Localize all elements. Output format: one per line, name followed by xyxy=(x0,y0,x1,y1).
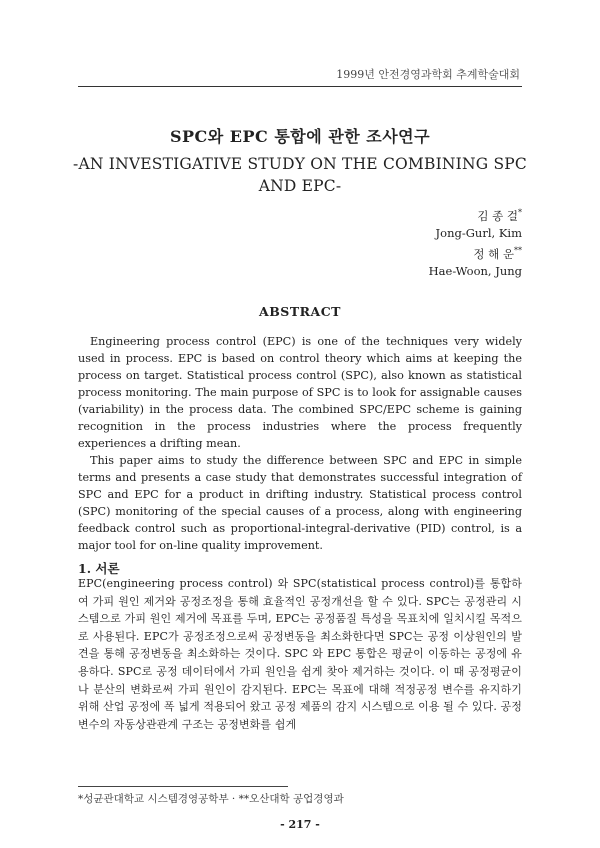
title-english xyxy=(60,153,540,197)
section-body-introduction: EPC(engineering process control) 와 SPC(statistical process control)를 통합하여 가피 원인 제거와 공정조정을 통해 효율적인 공정개선을 할 수 있다. SPC는 공정관리 시스템으로 가피 원인 제거에 목표를 두며, EPC는 공정품질 특성을 목표치에 일치시킬 목적으로 사용된다. EPC가 공정조정으로써 공정변동을 최소화한다면 SPC는 공정 이상원인의 발견을 통해 공정변동을 최소화하는 것이다. SPC 와 EPC 통합은 평균이 이동하는 공정에 유용하다. SPC로 공정 데이터에서 가피 원인을 쉽게 찾아 제거하는 것이다. 이 때 공정평균이나 분산의 변화로써 가피 원인이 감지된다. EPC는 목표에 대해 적정공정 변수를 유지하기 위해 산업 공정에 폭 넓게 적용되어 왔고 공정 제품의 감지 시스템으로 이용 될 수 있다. 공정변수의 자동상관관계 구조는 공정변화를 쉽게 xyxy=(78,577,522,731)
title-english-line1: -AN INVESTIGATIVE STUDY ON THE COMBINING SPC xyxy=(73,155,527,173)
abstract-heading: ABSTRACT xyxy=(259,304,341,319)
author2-affiliation-mark: ** xyxy=(514,245,522,255)
author1-korean xyxy=(429,204,522,225)
abstract-paragraph-1: Engineering process control (EPC) is one of the techniques very widely used in process. EPC is based on control theory which aims at keeping the process on target. Statistical process control (SPC), also known as statistical process monitoring. The main purpose of SPC is to look for assignable causes (variability) in the process data. The combined SPC/EPC scheme is gaining recognition in the process industries where the process frequently experiences a drifting mean. xyxy=(78,335,522,450)
author-block xyxy=(429,204,522,280)
conference-header: 1999년 안전경영과학회 추계학술대회 xyxy=(336,68,520,81)
abstract-paragraph-2: This paper aims to study the difference between SPC and EPC in simple terms and presents a case study that demonstrates successful integration of SPC and EPC for a product in drifting industry. Statistical process control (SPC) monitoring of the special causes of a process, along with engineering feedback control such as proportional-integral-derivative (PID) control, is a major tool for on-line quality improvement. xyxy=(78,454,522,552)
title-korean: SPC와 EPC 통합에 관한 조사연구 xyxy=(169,127,431,146)
footnote-rule xyxy=(78,786,288,787)
author1-korean-name: 김 종 걸 xyxy=(477,208,518,223)
title-english-line2: AND EPC- xyxy=(258,177,342,195)
abstract-body xyxy=(78,333,522,554)
section-heading-introduction: 1. 서론 xyxy=(78,561,120,576)
author2-korean xyxy=(429,242,522,263)
author2-korean-name: 정 해 운 xyxy=(473,246,514,261)
title-block xyxy=(60,124,540,197)
header-rule xyxy=(78,86,522,87)
author2-english: Hae-Woon, Jung xyxy=(428,263,522,278)
affiliation-footnote: *성균관대학교 시스템경영공학부 · **오산대학 공업경영과 xyxy=(78,793,344,805)
author1-affiliation-mark: * xyxy=(518,208,522,217)
page-number: - 217 - xyxy=(280,818,320,831)
author1-english: Jong-Gurl, Kim xyxy=(435,225,522,240)
